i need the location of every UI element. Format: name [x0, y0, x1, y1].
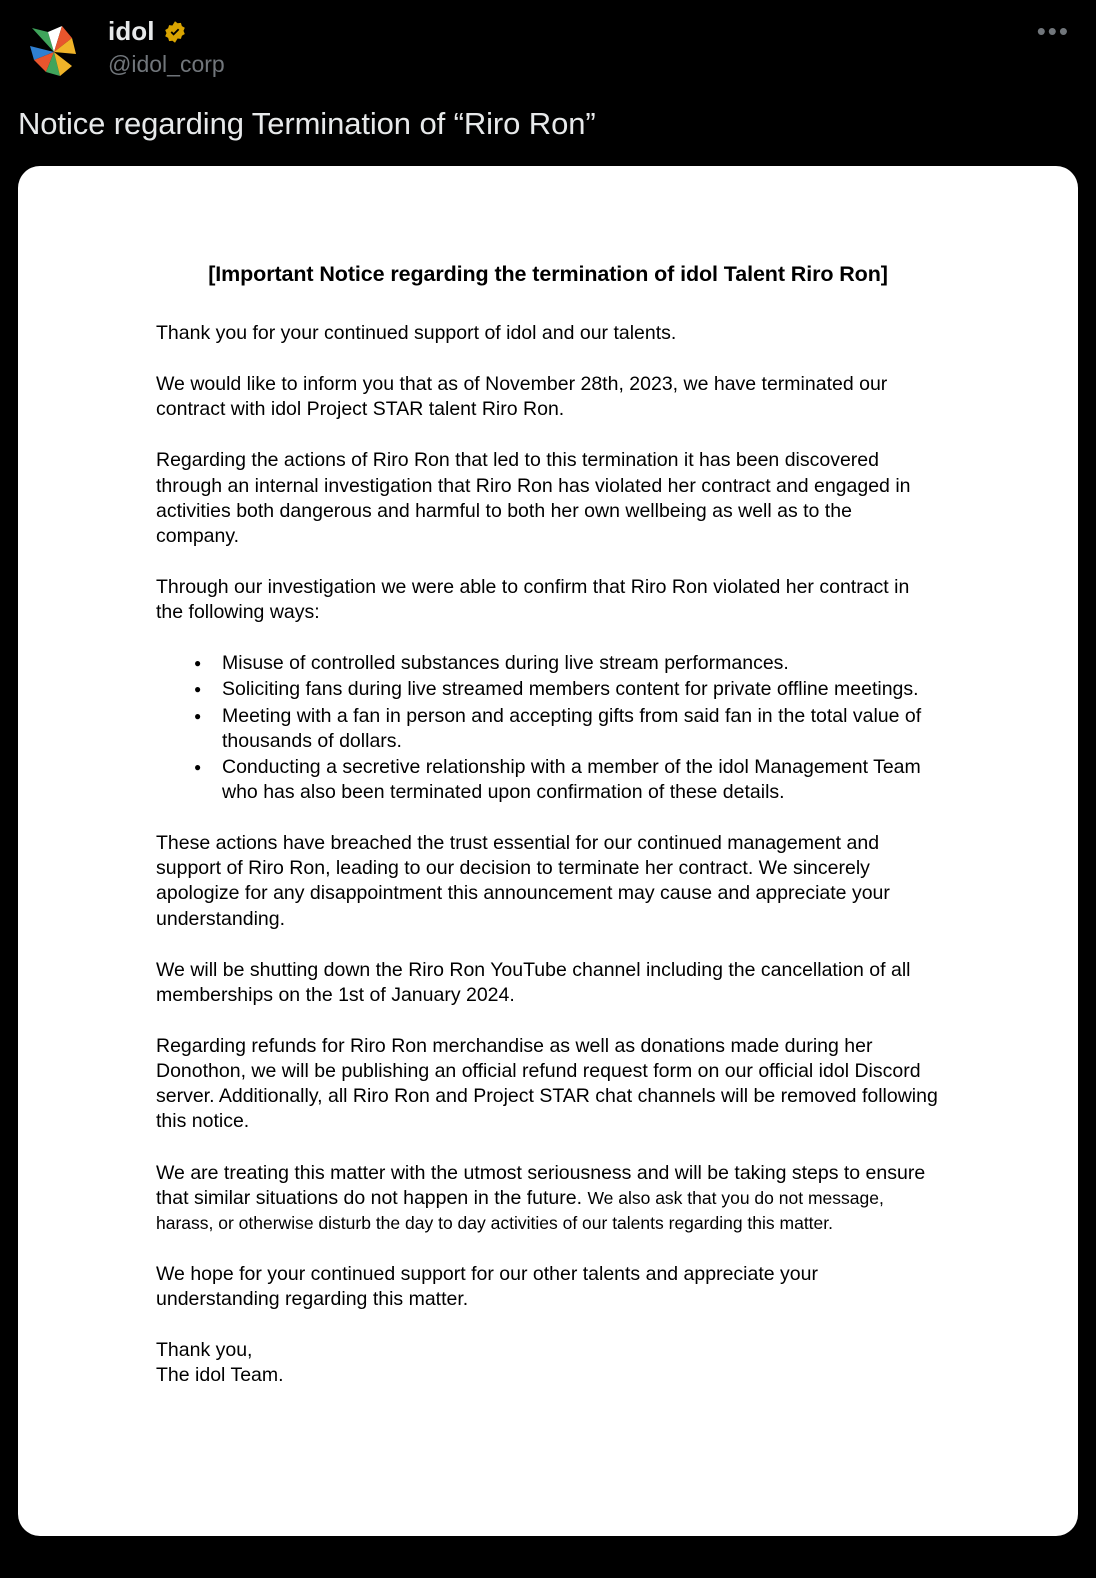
signoff-line-1: Thank you, [156, 1339, 253, 1362]
signoff [156, 1338, 940, 1388]
list-item: ● Misuse of controlled substances during live stream performances. [222, 651, 940, 676]
avatar[interactable] [18, 16, 90, 88]
notice-card [18, 166, 1078, 1536]
document-title: [Important Notice regarding the termination of idol Talent Riro Ron] [208, 262, 888, 286]
name-row [108, 16, 225, 47]
paragraph-investigation: Regarding the actions of Riro Ron that led to this termination it has been discovered through an internal investigation that Riro Ron has violated her contract and engaged in activities both dangerous and harmful to both her own wellbeing as well as to the company. [156, 449, 911, 547]
display-name[interactable]: idol [108, 16, 155, 46]
user-handle[interactable]: @idol_corp [108, 51, 225, 77]
seriousness-small-text: We also ask that you do not message, harass, or otherwise disturb the day to day activities of our talents regarding this matter. [156, 1187, 884, 1233]
verified-badge-icon [163, 20, 187, 44]
signoff-line-2: The idol Team. [156, 1364, 284, 1387]
identity-block [108, 14, 225, 78]
more-options-icon[interactable]: ••• [1036, 16, 1070, 46]
paragraph-seriousness [156, 1161, 940, 1236]
list-item: ● Soliciting fans during live streamed members content for private offline meetings. [222, 677, 940, 702]
paragraph-termination: We would like to inform you that as of November 28th, 2023, we have terminated our contract with idol Project STAR talent Riro Ron. [156, 373, 888, 421]
violations-list [156, 651, 940, 805]
paragraph-refunds: Regarding refunds for Riro Ron merchandise as well as donations made during her Donothon, we will be publishing an official refund request form on our official idol Discord server. Additionally, all Riro Ron and Project STAR chat channels will be removed following this notice. [156, 1034, 938, 1133]
notice-document [18, 262, 1078, 1389]
paragraph-breach: These actions have breached the trust essential for our continued management and support of Riro Ron, leading to our decision to terminate her contract. We sincerely apologize for any disappointment this announcement may cause and appreciate your understanding. [156, 832, 890, 930]
list-item: ● Meeting with a fan in person and accepting gifts from said fan in the total value of thousands of dollars. [222, 704, 940, 754]
paragraph-closing: We hope for your continued support for our other talents and appreciate your understanding regarding this matter. [156, 1262, 818, 1311]
post-headline: Notice regarding Termination of “Riro Ron” [18, 106, 596, 141]
paragraph-channel-shutdown: We will be shutting down the Riro Ron YouTube channel including the cancellation of all memberships on the 1st of January 2024. [156, 958, 911, 1006]
paragraph-violations-intro: Through our investigation we were able to confirm that Riro Ron violated her contract in the following ways: [156, 575, 910, 624]
list-item: ● Conducting a secretive relationship with a member of the idol Management Team who has also been terminated upon confirmation of these details. [222, 755, 940, 805]
post-header [0, 0, 1096, 88]
paragraph-thanks: Thank you for your continued support of idol and our talents. [156, 322, 677, 344]
seriousness-main-text: We are treating this matter with the utmost seriousness and will be taking steps to ensure that similar situations do not happen in the future. [156, 1161, 926, 1209]
